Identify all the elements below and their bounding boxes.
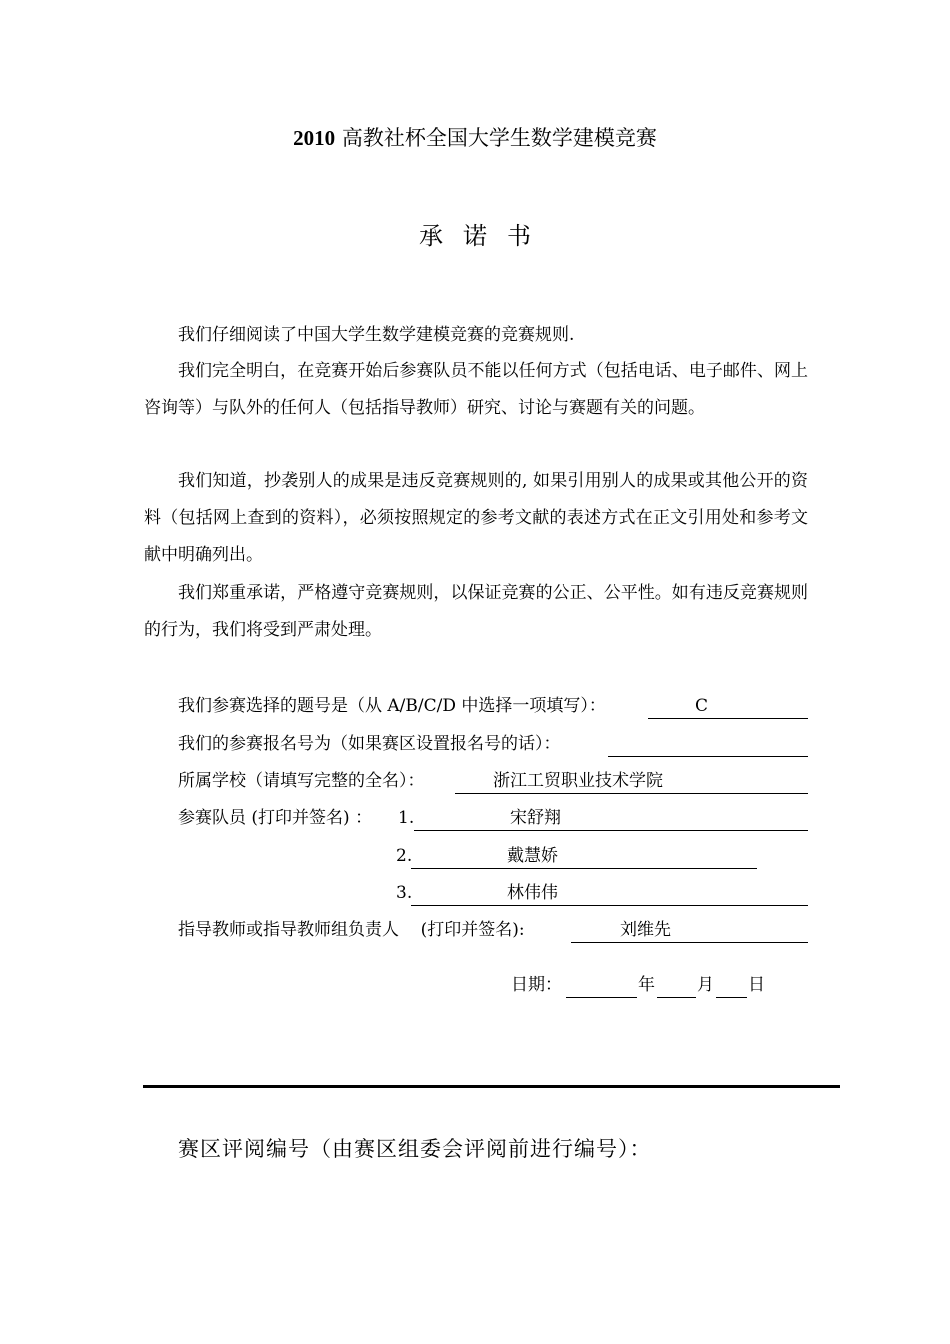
title-year: 2010	[293, 126, 336, 150]
section-divider	[143, 1085, 840, 1088]
paragraph-no-contact: 我们完全明白，在竞赛开始后参赛队员不能以任何方式（包括电话、电子邮件、网上咨询等）与队外的任何人（包括指导教师）研究、讨论与赛题有关的问题。	[144, 361, 808, 418]
regno-label: 我们的参赛报名号为（如果赛区设置报名号的话）：	[178, 734, 561, 754]
advisor-label: 指导教师或指导教师组负责人 (打印并签名):	[178, 920, 525, 940]
member-1-field[interactable]	[414, 806, 808, 831]
paragraph-pledge: 我们郑重承诺，严格遵守竞赛规则，以保证竞赛的公正、公平性。如有违反竞赛规则的行为，我们将受到严肃处理。	[144, 583, 808, 640]
school-field[interactable]	[455, 769, 808, 794]
member-3-field[interactable]	[411, 881, 808, 906]
date-month-label: 月	[697, 975, 714, 995]
problem-field[interactable]	[648, 694, 808, 719]
date-year-label: 年	[638, 975, 655, 995]
date-label: 日期：	[511, 975, 562, 995]
member-3-name: 林伟伟	[507, 883, 558, 903]
member-1-name: 宋舒翔	[510, 808, 561, 828]
member-3-index: 3.	[396, 883, 413, 903]
members-label: 参赛队员 (打印并签名) ：	[178, 808, 373, 828]
date-day-label: 日	[748, 975, 765, 995]
member-2-index: 2.	[396, 846, 413, 866]
title-text: 高教社杯全国大学生数学建模竞赛	[335, 126, 657, 150]
review-number-label: 赛区评阅编号（由赛区组委会评阅前进行编号）：	[178, 1137, 652, 1161]
problem-value: C	[695, 696, 709, 716]
advisor-value: 刘维先	[620, 920, 671, 940]
document-title	[0, 122, 950, 152]
problem-label: 我们参赛选择的题号是（从 A/B/C/D 中选择一项填写）：	[178, 696, 606, 716]
date-day-field[interactable]	[716, 973, 747, 998]
member-2-name: 戴慧娇	[507, 846, 558, 866]
paragraph-plagiarism: 我们知道，抄袭别人的成果是违反竞赛规则的, 如果引用别人的成果或其他公开的资料（包括网上查到的资料），必须按照规定的参考文献的表述方式在正文引用处和参考文献中明确列出。	[144, 471, 808, 565]
school-label: 所属学校（请填写完整的全名）：	[178, 771, 425, 791]
date-month-field[interactable]	[657, 973, 696, 998]
document-subtitle: 承诺书	[419, 222, 551, 250]
regno-field[interactable]	[608, 732, 808, 757]
member-2-field[interactable]	[411, 844, 757, 869]
paragraph-rules: 我们仔细阅读了中国大学生数学建模竞赛的竞赛规则.	[178, 325, 575, 345]
school-value: 浙江工贸职业技术学院	[493, 771, 663, 791]
advisor-field[interactable]	[571, 918, 808, 943]
date-year-field[interactable]	[566, 973, 637, 998]
member-1-index: 1.	[398, 808, 415, 828]
